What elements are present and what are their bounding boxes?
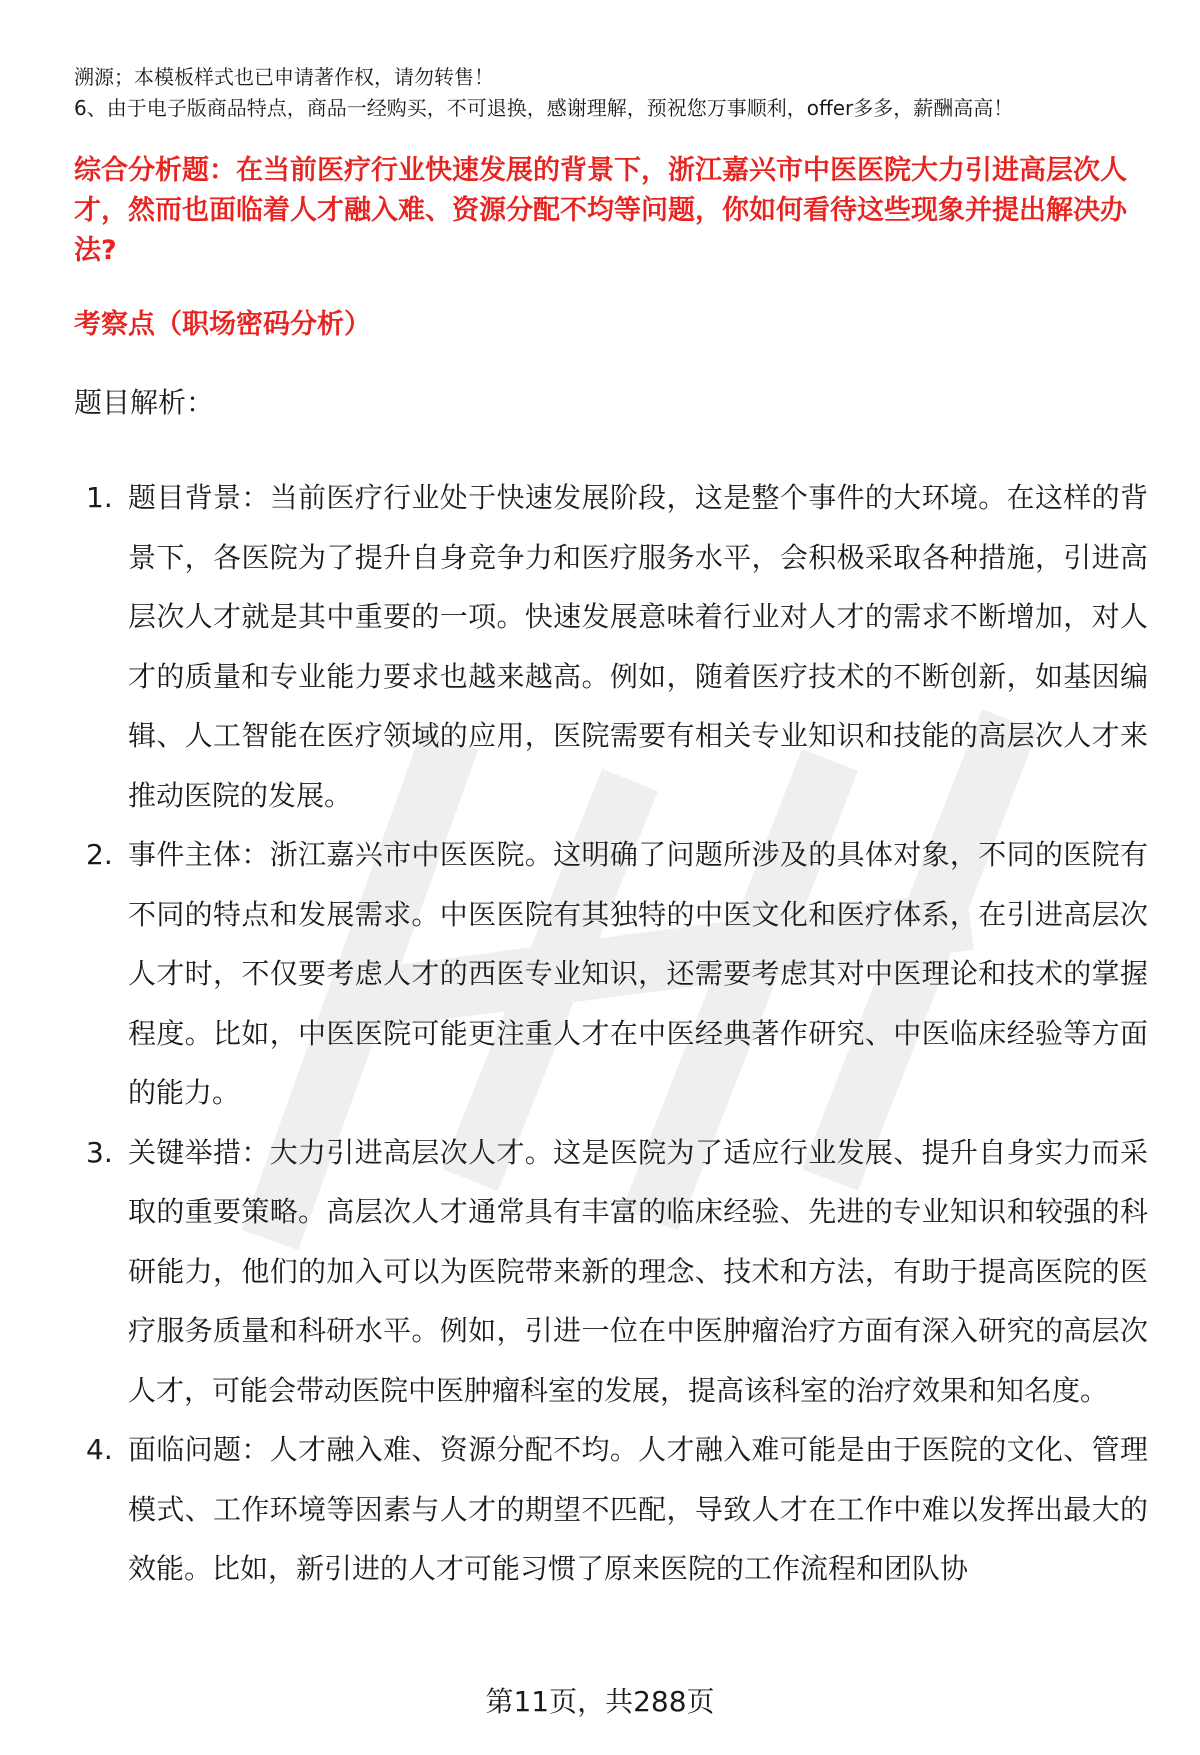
notice-line-2: 6、由于电子版商品特点，商品一经购买，不可退换，感谢理解，预祝您万事顺利，offer多多，薪酬高高！ xyxy=(74,96,1014,120)
notice-line-1: 溯源；本模板样式也已申请著作权，请勿转售！ xyxy=(74,65,494,89)
question-heading: 综合分析题：在当前医疗行业快速发展的背景下，浙江嘉兴市中医医院大力引进高层次人才，然而也面临着人才融入难、资源分配不均等问题，你如何看待这些现象并提出解决办法? xyxy=(74,155,1127,266)
analysis-label: 题目解析： xyxy=(74,386,215,419)
list-item-number: 2. xyxy=(86,838,113,871)
list-item xyxy=(0,468,1148,825)
list-item-number: 3. xyxy=(86,1135,113,1169)
list-item-text: 面临问题：人才融入难、资源分配不均。人才融入难可能是由于医院的文化、管理模式、工作环境等因素与人才的期望不匹配，导致人才在工作中难以发挥出最大的效能。比如，新引进的人才可能习惯了原来医院的工作流程和团队协 xyxy=(128,1433,1148,1585)
list-item xyxy=(0,1420,1148,1599)
notice-block xyxy=(74,62,1154,124)
list-item-text: 事件主体：浙江嘉兴市中医医院。这明确了问题所涉及的具体对象，不同的医院有不同的特点和发展需求。中医医院有其独特的中医文化和医疗体系，在引进高层次人才时，不仅要考虑人才的西医专业知识，还需要考虑其对中医理论和技术的掌握程度。比如，中医医院可能更注重人才在中医经典著作研究、中医临床经验等方面的能力。 xyxy=(128,838,1148,1109)
analysis-list xyxy=(0,468,1200,1599)
list-item-number: 1. xyxy=(86,481,113,514)
section-title: 考察点（职场密码分析） xyxy=(74,309,371,340)
page-number: 第11页，共288页 xyxy=(485,1685,715,1718)
list-item xyxy=(0,1123,1148,1421)
list-item xyxy=(0,825,1148,1123)
list-item-text: 关键举措：大力引进高层次人才。这是医院为了适应行业发展、提升自身实力而采取的重要策略。高层次人才通常具有丰富的临床经验、先进的专业知识和较强的科研能力，他们的加入可以为医院带来新的理念、技术和方法，有助于提高医院的医疗服务质量和科研水平。例如，引进一位在中医肿瘤治疗方面有深入研究的高层次人才，可能会带动医院中医肿瘤科室的发展，提高该科室的治疗效果和知名度。 xyxy=(128,1135,1148,1407)
list-item-text: 题目背景：当前医疗行业处于快速发展阶段，这是整个事件的大环境。在这样的背景下，各医院为了提升自身竞争力和医疗服务水平，会积极采取各种措施，引进高层次人才就是其中重要的一项。快速发展意味着行业对人才的需求不断增加，对人才的质量和专业能力要求也越来越高。例如，随着医疗技术的不断创新，如基因编辑、人工智能在医疗领域的应用，医院需要有相关专业知识和技能的高层次人才来推动医院的发展。 xyxy=(128,481,1148,812)
list-item-number: 4. xyxy=(86,1433,113,1466)
